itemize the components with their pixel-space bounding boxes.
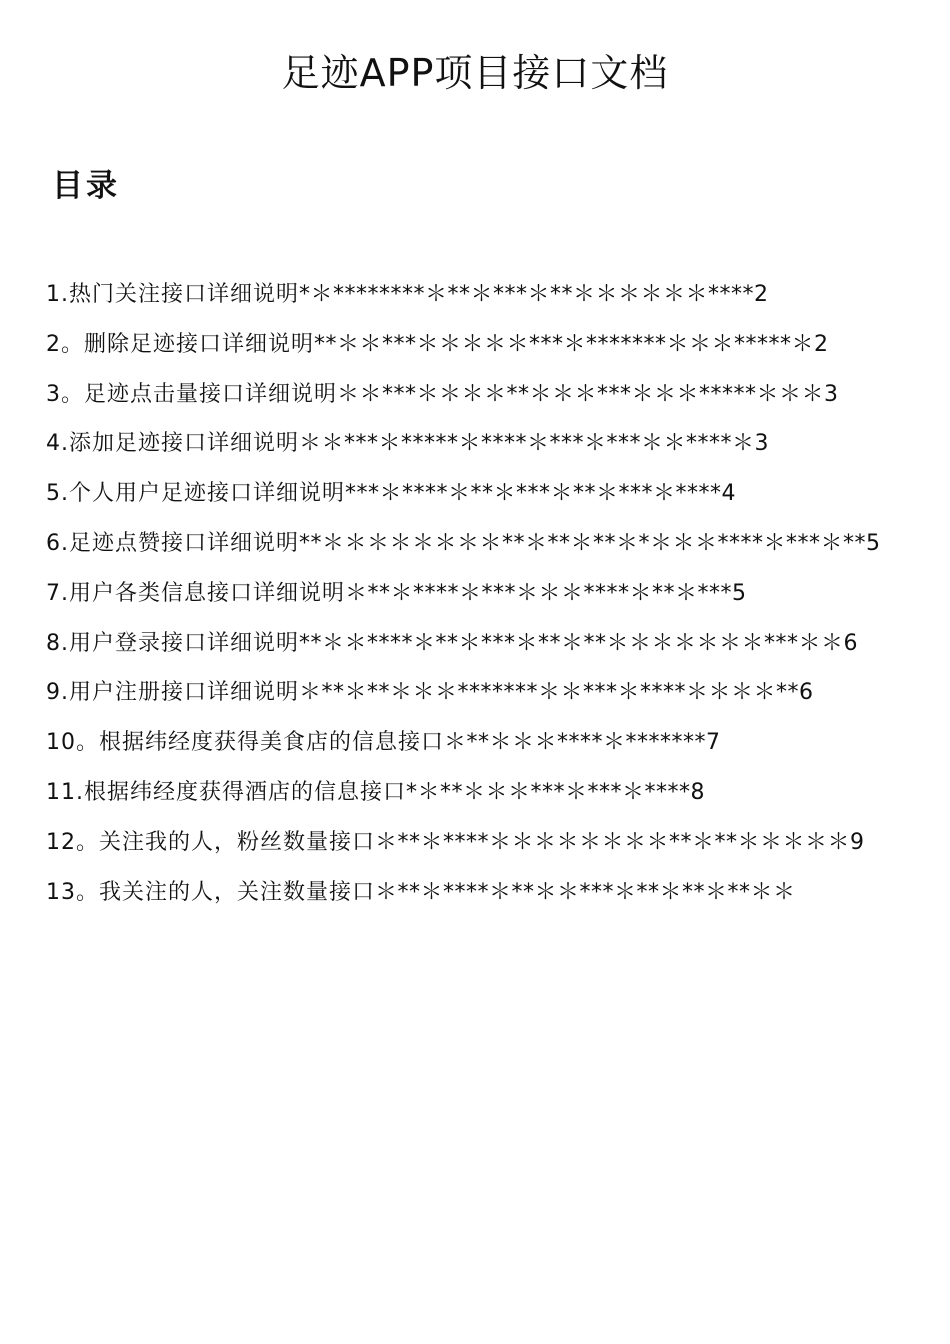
toc-entry-leader: ＊**＊**＊＊＊*******＊＊***＊****＊＊＊＊** (299, 680, 800, 706)
toc-entry-page: 2 (814, 331, 830, 357)
toc-entry-leader: *＊**＊＊＊***＊***＊**** (406, 779, 691, 805)
toc-entry-page: 9 (850, 829, 866, 855)
toc-entry-leader: ＊＊***＊＊＊＊**＊＊＊***＊＊＊*****＊＊＊ (337, 381, 825, 407)
toc-list (46, 270, 914, 917)
toc-entry[interactable] (46, 419, 914, 469)
toc-entry[interactable] (46, 469, 914, 519)
toc-entry-page: 5 (732, 580, 748, 606)
toc-entry[interactable] (46, 619, 914, 669)
toc-entry-label: 6.足迹点赞接口详细说明 (46, 530, 299, 556)
toc-entry-leader: ＊＊***＊*****＊****＊***＊***＊＊****＊ (299, 431, 755, 457)
toc-entry-page: 6 (843, 630, 859, 656)
toc-entry[interactable] (46, 270, 914, 320)
toc-entry[interactable] (46, 818, 914, 868)
toc-entry-label: 2。删除足迹接口详细说明 (46, 331, 314, 357)
document-title: 足迹APP项目接口文档 (281, 51, 669, 95)
toc-entry-leader: ***＊****＊**＊***＊**＊***＊**** (345, 481, 722, 507)
toc-entry-leader: ＊**＊****＊**＊＊***＊**＊**＊**＊＊ (375, 879, 796, 905)
toc-entry[interactable] (46, 320, 914, 370)
toc-entry-page: 3 (754, 431, 770, 457)
toc-entry-leader: ＊**＊****＊***＊＊＊****＊**＊*** (345, 580, 733, 606)
toc-entry[interactable] (46, 569, 914, 619)
toc-entry-page: 4 (721, 481, 737, 507)
toc-entry-leader: *＊********＊**＊***＊**＊＊＊＊＊＊**** (299, 282, 755, 307)
toc-entry-label: 10。根据纬经度获得美食店的信息接口 (46, 730, 444, 756)
toc-entry[interactable] (46, 868, 914, 918)
toc-entry-label: 12。关注我的人，粉丝数量接口 (46, 829, 375, 855)
toc-entry-label: 5.个人用户足迹接口详细说明 (46, 481, 345, 507)
toc-entry[interactable] (46, 668, 914, 718)
toc-entry-leader: **＊＊＊＊＊＊＊＊**＊**＊**＊*＊＊＊****＊***＊** (299, 530, 867, 556)
toc-entry-label: 8.用户登录接口详细说明 (46, 630, 299, 656)
toc-entry-label: 1.热门关注接口详细说明 (46, 282, 299, 307)
toc-entry-page: 8 (690, 779, 706, 805)
toc-entry-page: 6 (799, 680, 815, 706)
toc-entry-label: 3。足迹点击量接口详细说明 (46, 381, 337, 407)
toc-entry-label: 9.用户注册接口详细说明 (46, 680, 299, 706)
toc-entry[interactable] (46, 718, 914, 768)
toc-entry-label: 11.根据纬经度获得酒店的信息接口 (46, 779, 406, 805)
toc-entry-page: 3 (824, 381, 840, 407)
toc-entry[interactable] (46, 370, 914, 420)
toc-entry-leader: **＊＊****＊**＊***＊**＊**＊＊＊＊＊＊＊***＊＊ (299, 630, 844, 656)
toc-entry-leader: ＊**＊＊＊****＊******* (444, 730, 707, 756)
toc-heading: 目录 (52, 168, 120, 204)
toc-entry[interactable] (46, 519, 914, 569)
toc-entry[interactable] (46, 768, 914, 818)
toc-entry-label: 4.添加足迹接口详细说明 (46, 431, 299, 457)
toc-entry-label: 7.用户各类信息接口详细说明 (46, 580, 345, 606)
toc-entry-page: 2 (754, 282, 770, 307)
toc-entry-label: 13。我关注的人，关注数量接口 (46, 879, 375, 905)
toc-entry-page: 5 (866, 530, 882, 556)
toc-entry-page: 7 (706, 730, 722, 756)
toc-entry-leader: **＊＊***＊＊＊＊＊***＊*******＊＊＊*****＊ (314, 331, 815, 357)
toc-entry-leader: ＊**＊****＊＊＊＊＊＊＊＊**＊**＊＊＊＊＊ (375, 829, 851, 855)
